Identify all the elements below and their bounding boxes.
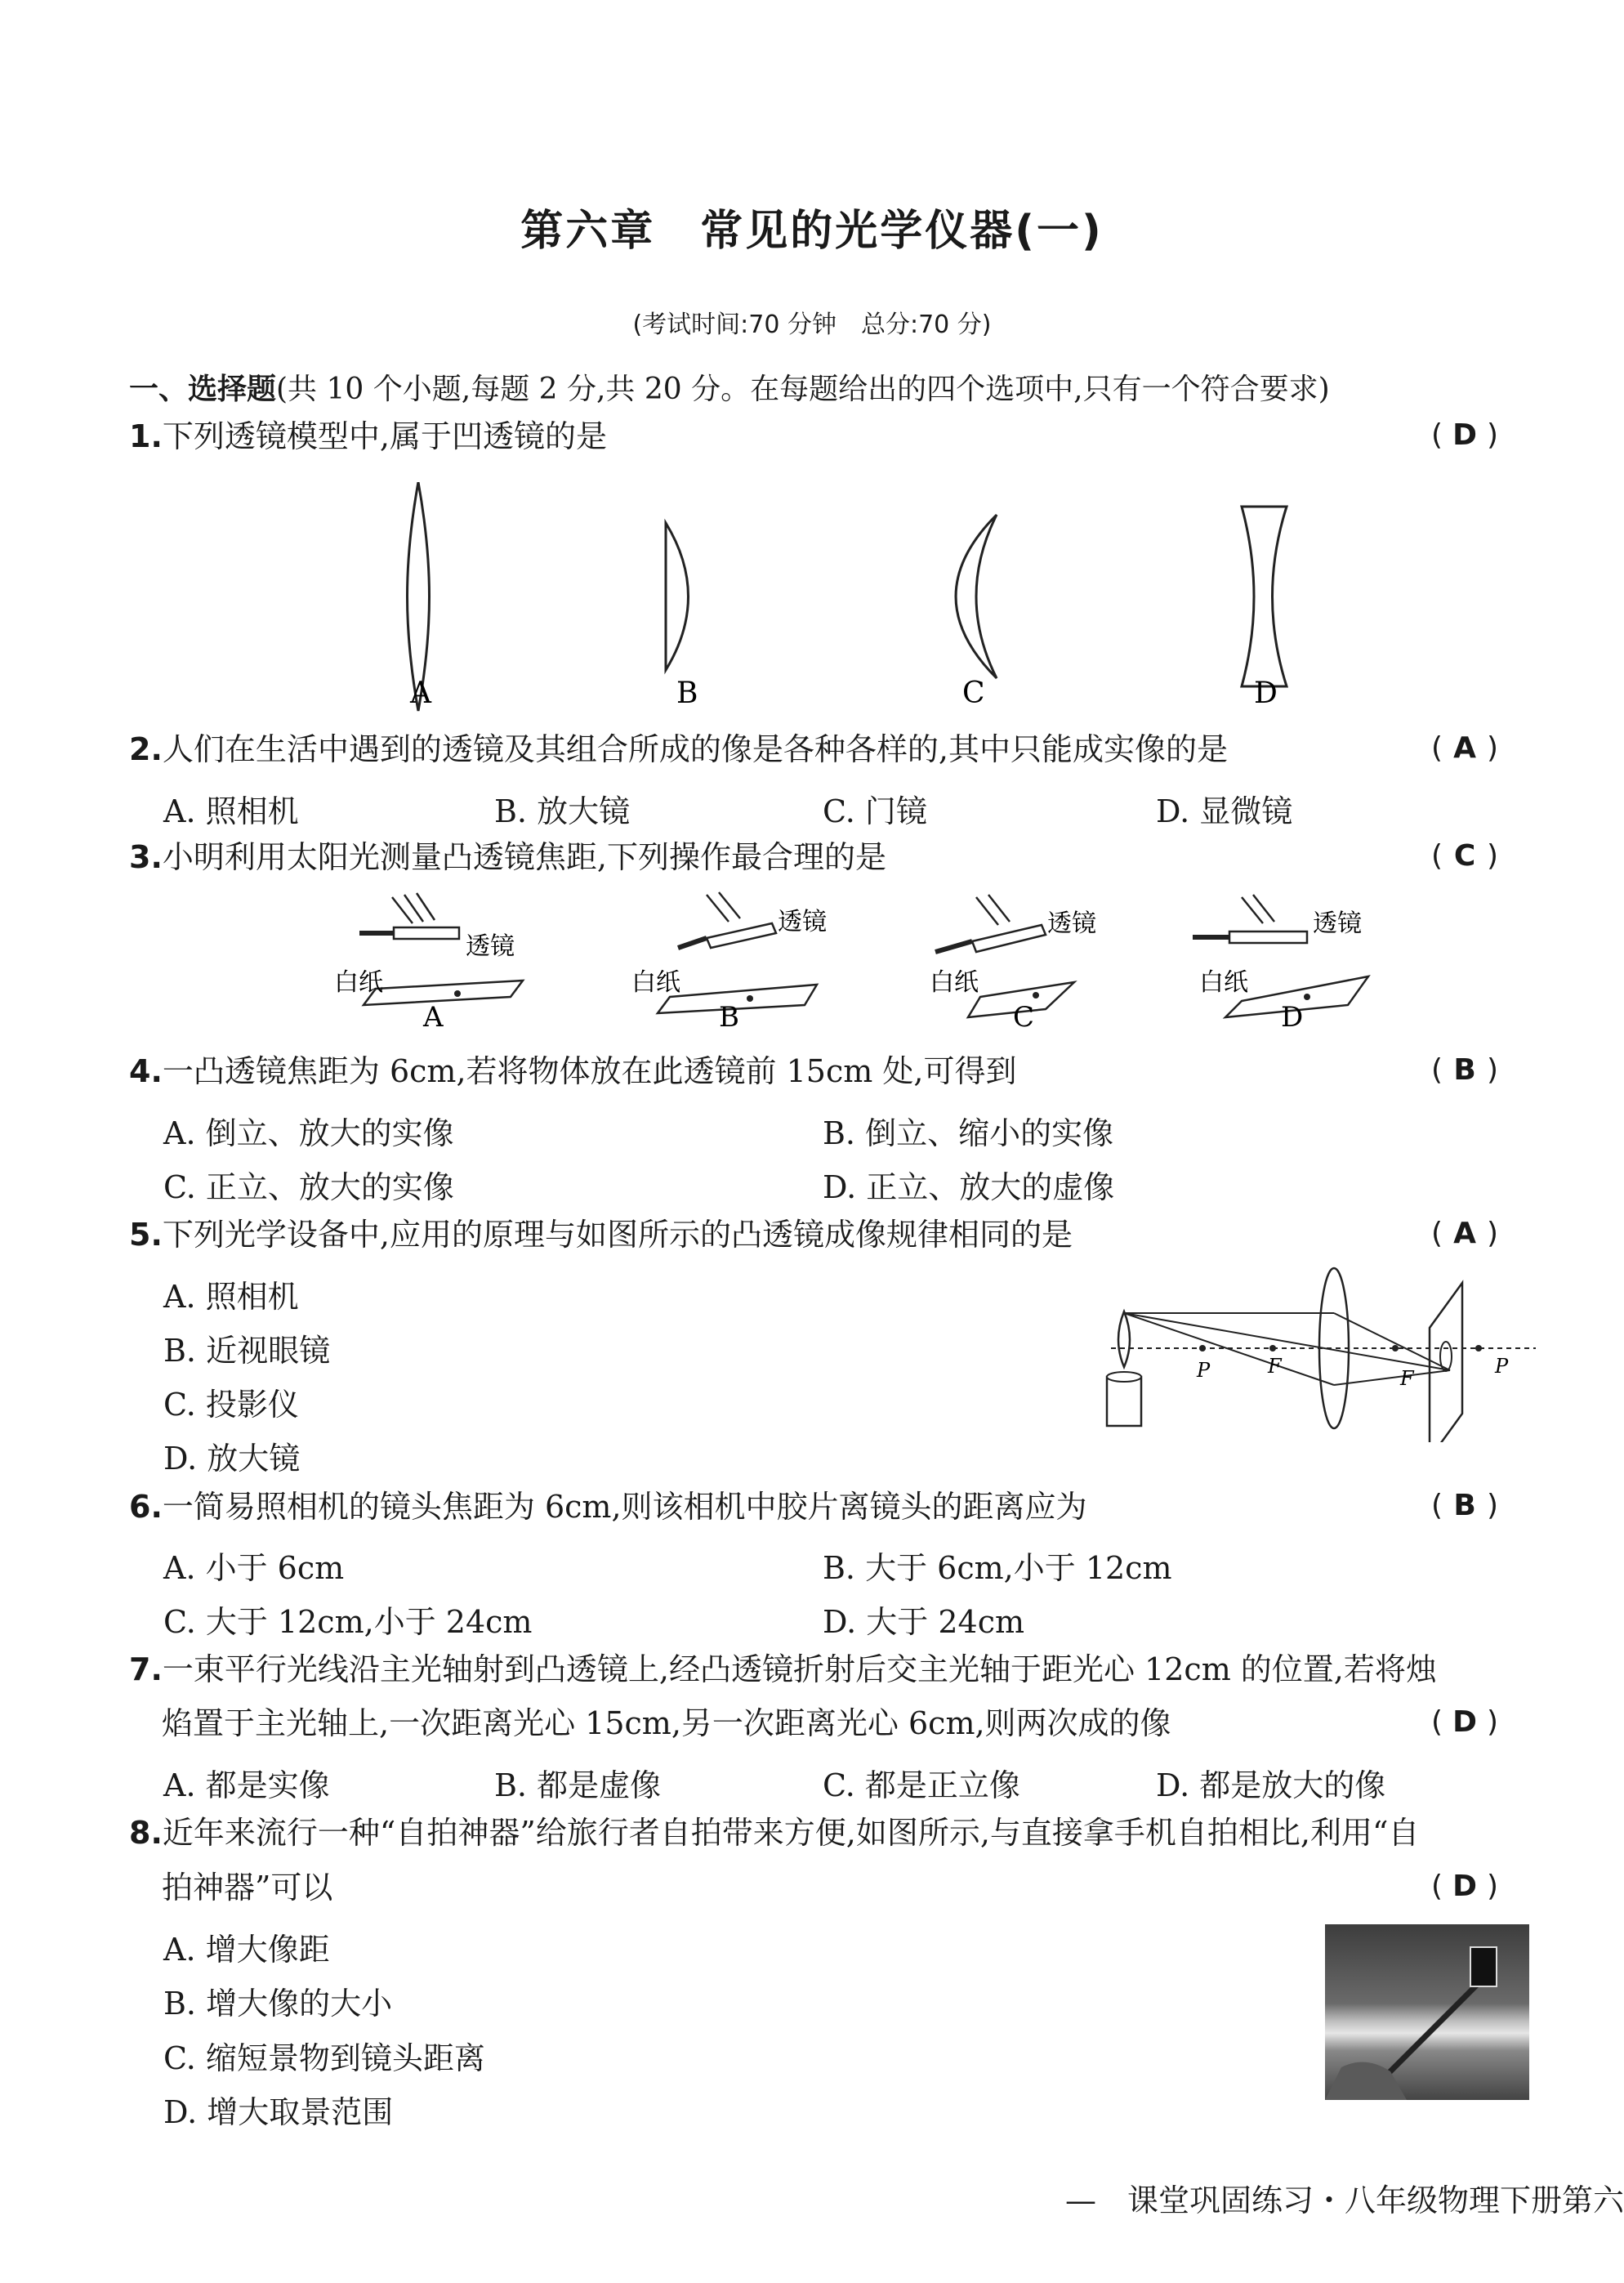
question-8-continued: 拍神器”可以 bbox=[162, 1870, 333, 1905]
answer-value: A bbox=[1453, 731, 1476, 765]
option: B. 倒立、缩小的实像 bbox=[823, 1115, 1114, 1151]
question-text: 一凸透镜焦距为 6cm,若将物体放在此透镜前 15cm 处,可得到 bbox=[162, 1053, 1017, 1089]
paper-label: 白纸 bbox=[1199, 968, 1248, 997]
answer-value: D bbox=[1452, 1870, 1477, 1903]
answer-value: B bbox=[1453, 1053, 1476, 1087]
lens-label: 透镜 bbox=[1047, 909, 1096, 938]
figure-label: D bbox=[1254, 677, 1278, 710]
candle bbox=[1107, 1377, 1141, 1426]
paper-label: 白纸 bbox=[631, 968, 680, 997]
option: A. 倒立、放大的实像 bbox=[163, 1115, 454, 1151]
figure-label: C bbox=[962, 677, 985, 710]
figure-label: C bbox=[1013, 1001, 1035, 1034]
point-label: F bbox=[1400, 1367, 1414, 1390]
section-label: 一、选择题 bbox=[129, 373, 277, 406]
answer-2: ( A ) bbox=[1431, 731, 1499, 765]
paper-label: 白纸 bbox=[930, 968, 979, 997]
option: D. 显微镜 bbox=[1156, 793, 1293, 829]
option: B. 放大镜 bbox=[494, 793, 631, 829]
section-description: (共 10 个小题,每题 2 分,共 20 分。在每题给出的四个选项中,只有一个符合要求) bbox=[276, 373, 1330, 406]
question-number: 8. bbox=[129, 1815, 163, 1851]
question-text: 人们在生活中遇到的透镜及其组合所成的像是各种各样的,其中只能成实像的是 bbox=[162, 731, 1228, 767]
question-number: 4. bbox=[129, 1053, 163, 1089]
answer-3: ( C ) bbox=[1431, 839, 1499, 873]
option: C. 门镜 bbox=[823, 793, 927, 829]
figure-label: A bbox=[410, 677, 431, 710]
lens-models-figure bbox=[327, 482, 1389, 719]
selfie-stick-illustration bbox=[1325, 1924, 1529, 2100]
question-3 bbox=[129, 839, 886, 877]
focus-point bbox=[454, 990, 461, 997]
question-5 bbox=[129, 1217, 1073, 1254]
focus-point bbox=[747, 995, 753, 1002]
answer-7: ( D ) bbox=[1431, 1705, 1499, 1739]
question-text: 近年来流行一种“自拍神器”给旅行者自拍带来方便,如图所示,与直接拿手机自拍相比,利用“自 bbox=[162, 1815, 1420, 1851]
option: A. 小于 6cm bbox=[163, 1550, 345, 1586]
option: B. 增大像的大小 bbox=[163, 1986, 393, 2022]
answer-value: A bbox=[1453, 1217, 1476, 1250]
option: D. 放大镜 bbox=[163, 1441, 301, 1477]
page-footer: — 课堂巩固练习・八年级物理下册第六 bbox=[1064, 2182, 1624, 2218]
answer-6: ( B ) bbox=[1431, 1489, 1499, 1522]
question-7-continued: 焰置于主光轴上,一次距离光心 15cm,另一次距离光心 6cm,则两次成的像 bbox=[162, 1705, 1171, 1741]
question-text: 小明利用太阳光测量凸透镜焦距,下列操作最合理的是 bbox=[162, 839, 886, 875]
focus-point bbox=[1033, 992, 1039, 999]
figure-label: A bbox=[423, 1001, 444, 1034]
lens-label: 透镜 bbox=[1313, 909, 1362, 938]
answer-value: D bbox=[1452, 1705, 1477, 1739]
question-4 bbox=[129, 1053, 1016, 1091]
question-8 bbox=[129, 1815, 1419, 1852]
question-text: 下列光学设备中,应用的原理与如图所示的凸透镜成像规律相同的是 bbox=[162, 1217, 1073, 1253]
point-label: P bbox=[1495, 1355, 1509, 1378]
figure-label: B bbox=[719, 1001, 739, 1034]
question-6 bbox=[129, 1489, 1087, 1526]
answer-value: D bbox=[1452, 418, 1477, 452]
question-7 bbox=[129, 1651, 1437, 1689]
question-text: 一简易照相机的镜头焦距为 6cm,则该相机中胶片离镜头的距离应为 bbox=[162, 1489, 1087, 1525]
option: A. 增大像距 bbox=[163, 1932, 330, 1968]
figure-label: D bbox=[1281, 1001, 1304, 1034]
focus-point bbox=[1304, 994, 1310, 1000]
lens-model-d bbox=[1242, 507, 1287, 686]
lens-model-c bbox=[956, 515, 997, 678]
answer-5: ( A ) bbox=[1431, 1217, 1499, 1250]
option: D. 都是放大的像 bbox=[1156, 1767, 1386, 1803]
option: C. 投影仪 bbox=[163, 1387, 299, 1423]
option: B. 近视眼镜 bbox=[163, 1333, 331, 1369]
option: C. 都是正立像 bbox=[823, 1767, 1020, 1803]
option: C. 大于 12cm,小于 24cm bbox=[163, 1604, 533, 1640]
answer-value: C bbox=[1453, 839, 1476, 873]
question-1 bbox=[129, 418, 607, 456]
section-heading bbox=[129, 366, 1330, 408]
option: A. 照相机 bbox=[163, 793, 299, 829]
lens-label: 透镜 bbox=[466, 932, 515, 961]
question-number: 3. bbox=[129, 839, 163, 875]
lens-model-b bbox=[666, 523, 689, 670]
answer-4: ( B ) bbox=[1431, 1053, 1499, 1087]
option: B. 大于 6cm,小于 12cm bbox=[823, 1550, 1172, 1586]
answer-value: B bbox=[1453, 1489, 1476, 1522]
option: B. 都是虚像 bbox=[494, 1767, 662, 1803]
page-title: 第六章 常见的光学仪器(一) bbox=[520, 207, 1104, 256]
lens-label: 透镜 bbox=[778, 908, 827, 936]
option: A. 都是实像 bbox=[163, 1767, 330, 1803]
question-number: 5. bbox=[129, 1217, 163, 1253]
paper-label: 白纸 bbox=[334, 968, 383, 997]
question-2 bbox=[129, 731, 1228, 769]
exam-info: (考试时间:70 分钟 总分:70 分) bbox=[632, 311, 992, 339]
point-label: F bbox=[1268, 1355, 1282, 1378]
option: C. 缩短景物到镜头距离 bbox=[163, 2040, 485, 2076]
focal-length-setup-figure bbox=[327, 891, 1389, 1038]
question-text: 一束平行光线沿主光轴射到凸透镜上,经凸透镜折射后交主光轴于距光心 12cm 的位置,若将烛 bbox=[162, 1651, 1437, 1687]
option: C. 正立、放大的实像 bbox=[163, 1169, 454, 1205]
answer-1: ( D ) bbox=[1431, 418, 1499, 452]
option: D. 正立、放大的虚像 bbox=[823, 1169, 1115, 1205]
selfie-stick-photo bbox=[1325, 1924, 1529, 2100]
question-number: 7. bbox=[129, 1651, 163, 1687]
figure-label: B bbox=[676, 677, 698, 710]
answer-8: ( D ) bbox=[1431, 1870, 1499, 1903]
question-text: 下列透镜模型中,属于凹透镜的是 bbox=[162, 418, 607, 454]
question-number: 6. bbox=[129, 1489, 163, 1525]
option: D. 增大取景范围 bbox=[163, 2094, 394, 2130]
imaging-ray-diagram bbox=[1086, 1262, 1544, 1442]
question-number: 2. bbox=[129, 731, 163, 767]
question-number: 1. bbox=[129, 418, 163, 454]
option: A. 照相机 bbox=[163, 1279, 299, 1315]
candle-flame bbox=[1118, 1311, 1130, 1367]
point-label: P bbox=[1197, 1359, 1211, 1382]
option: D. 大于 24cm bbox=[823, 1604, 1025, 1640]
